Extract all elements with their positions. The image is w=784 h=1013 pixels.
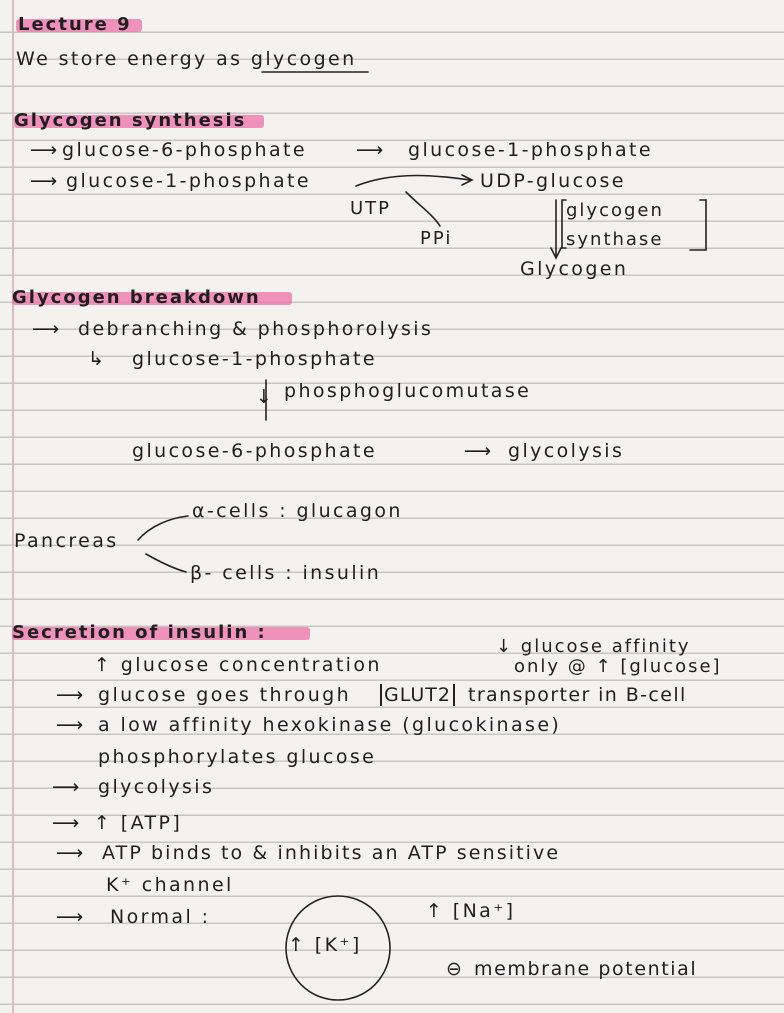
breakdown-enzyme: phosphoglucomutase bbox=[284, 380, 532, 402]
secretion-line-2: glucose goes through bbox=[98, 684, 352, 706]
arrow-icon: ⟶ bbox=[56, 684, 86, 706]
arrow-icon: ⟶ bbox=[30, 170, 60, 192]
affinity-note-line1: ↓ glucose affinity bbox=[496, 636, 691, 657]
potassium-concentration: ↑ [K⁺] bbox=[288, 934, 362, 956]
breakdown-step1: debranching & phosphorolysis bbox=[78, 318, 434, 340]
beta-cells-line: β- cells : insulin bbox=[190, 562, 382, 584]
secretion-heading: Secretion of insulin : bbox=[12, 622, 267, 643]
arrow-icon: ⟶ bbox=[356, 139, 386, 161]
synthesis-heading: Glycogen synthesis bbox=[14, 110, 247, 131]
sodium-concentration: ↑ [Na⁺] bbox=[426, 900, 516, 922]
enzyme-glycogen-label: glycogen bbox=[566, 200, 664, 221]
enzyme-synthase-label: synthase bbox=[566, 229, 664, 250]
intro-line bbox=[16, 48, 357, 70]
secretion-line-7: ATP binds to & inhibits an ATP sensitive bbox=[102, 842, 561, 864]
secretion-line-9: Normal : bbox=[110, 906, 211, 928]
affinity-note-line2: only @ ↑ [glucose] bbox=[514, 656, 722, 677]
arrow-icon: ⟶ bbox=[32, 318, 62, 340]
intro-text: We store energy as glycogen bbox=[16, 48, 357, 70]
arrow-icon: ⟶ bbox=[30, 139, 60, 161]
ppi-label: PPi bbox=[420, 228, 453, 249]
page-title: Lecture 9 bbox=[18, 14, 132, 35]
arrow-icon: ⟶ bbox=[464, 440, 494, 462]
utp-label: UTP bbox=[350, 198, 392, 219]
minus-circle-icon: ⊖ bbox=[446, 958, 465, 980]
arrow-icon: ⟶ bbox=[56, 906, 86, 928]
arrow-icon: ⟶ bbox=[56, 842, 86, 864]
margin-line bbox=[12, 0, 14, 1013]
down-arrow-icon: ↓ bbox=[256, 386, 275, 408]
secretion-line-3: a low affinity hexokinase (glucokinase) bbox=[98, 714, 562, 736]
glut2-label: GLUT2 bbox=[380, 684, 455, 706]
pancreas-label: Pancreas bbox=[14, 530, 119, 552]
secretion-line-5: glycolysis bbox=[98, 776, 215, 798]
synthesis-product: Glycogen bbox=[520, 258, 629, 280]
breakdown-step3-right: glycolysis bbox=[508, 440, 625, 462]
breakdown-heading: Glycogen breakdown bbox=[12, 287, 261, 308]
alpha-cells-line: α-cells : glucagon bbox=[192, 500, 403, 522]
breakdown-step3: glucose-6-phosphate bbox=[132, 440, 377, 462]
arrow-icon: ⟶ bbox=[52, 812, 82, 834]
synthesis-line1-right: glucose-1-phosphate bbox=[408, 139, 653, 161]
secretion-line-1: ↑ glucose concentration bbox=[94, 654, 382, 676]
secretion-line-2b: transporter in B-cell bbox=[468, 684, 687, 706]
synthesis-line2-right: UDP-glucose bbox=[480, 170, 626, 192]
arrow-icon: ⟶ bbox=[52, 776, 82, 798]
membrane-potential-label: membrane potential bbox=[474, 958, 698, 980]
arrow-icon: ⟶ bbox=[56, 714, 86, 736]
breakdown-step2: glucose-1-phosphate bbox=[132, 348, 377, 370]
synthesis-line2-left: glucose-1-phosphate bbox=[66, 170, 311, 192]
hook-arrow-icon: ↳ bbox=[88, 348, 107, 370]
synthesis-line1-left: glucose-6-phosphate bbox=[62, 139, 307, 161]
secretion-line-4: phosphorylates glucose bbox=[98, 746, 377, 768]
secretion-line-6: ↑ [ATP] bbox=[94, 812, 183, 834]
secretion-line-8: K⁺ channel bbox=[106, 874, 234, 896]
